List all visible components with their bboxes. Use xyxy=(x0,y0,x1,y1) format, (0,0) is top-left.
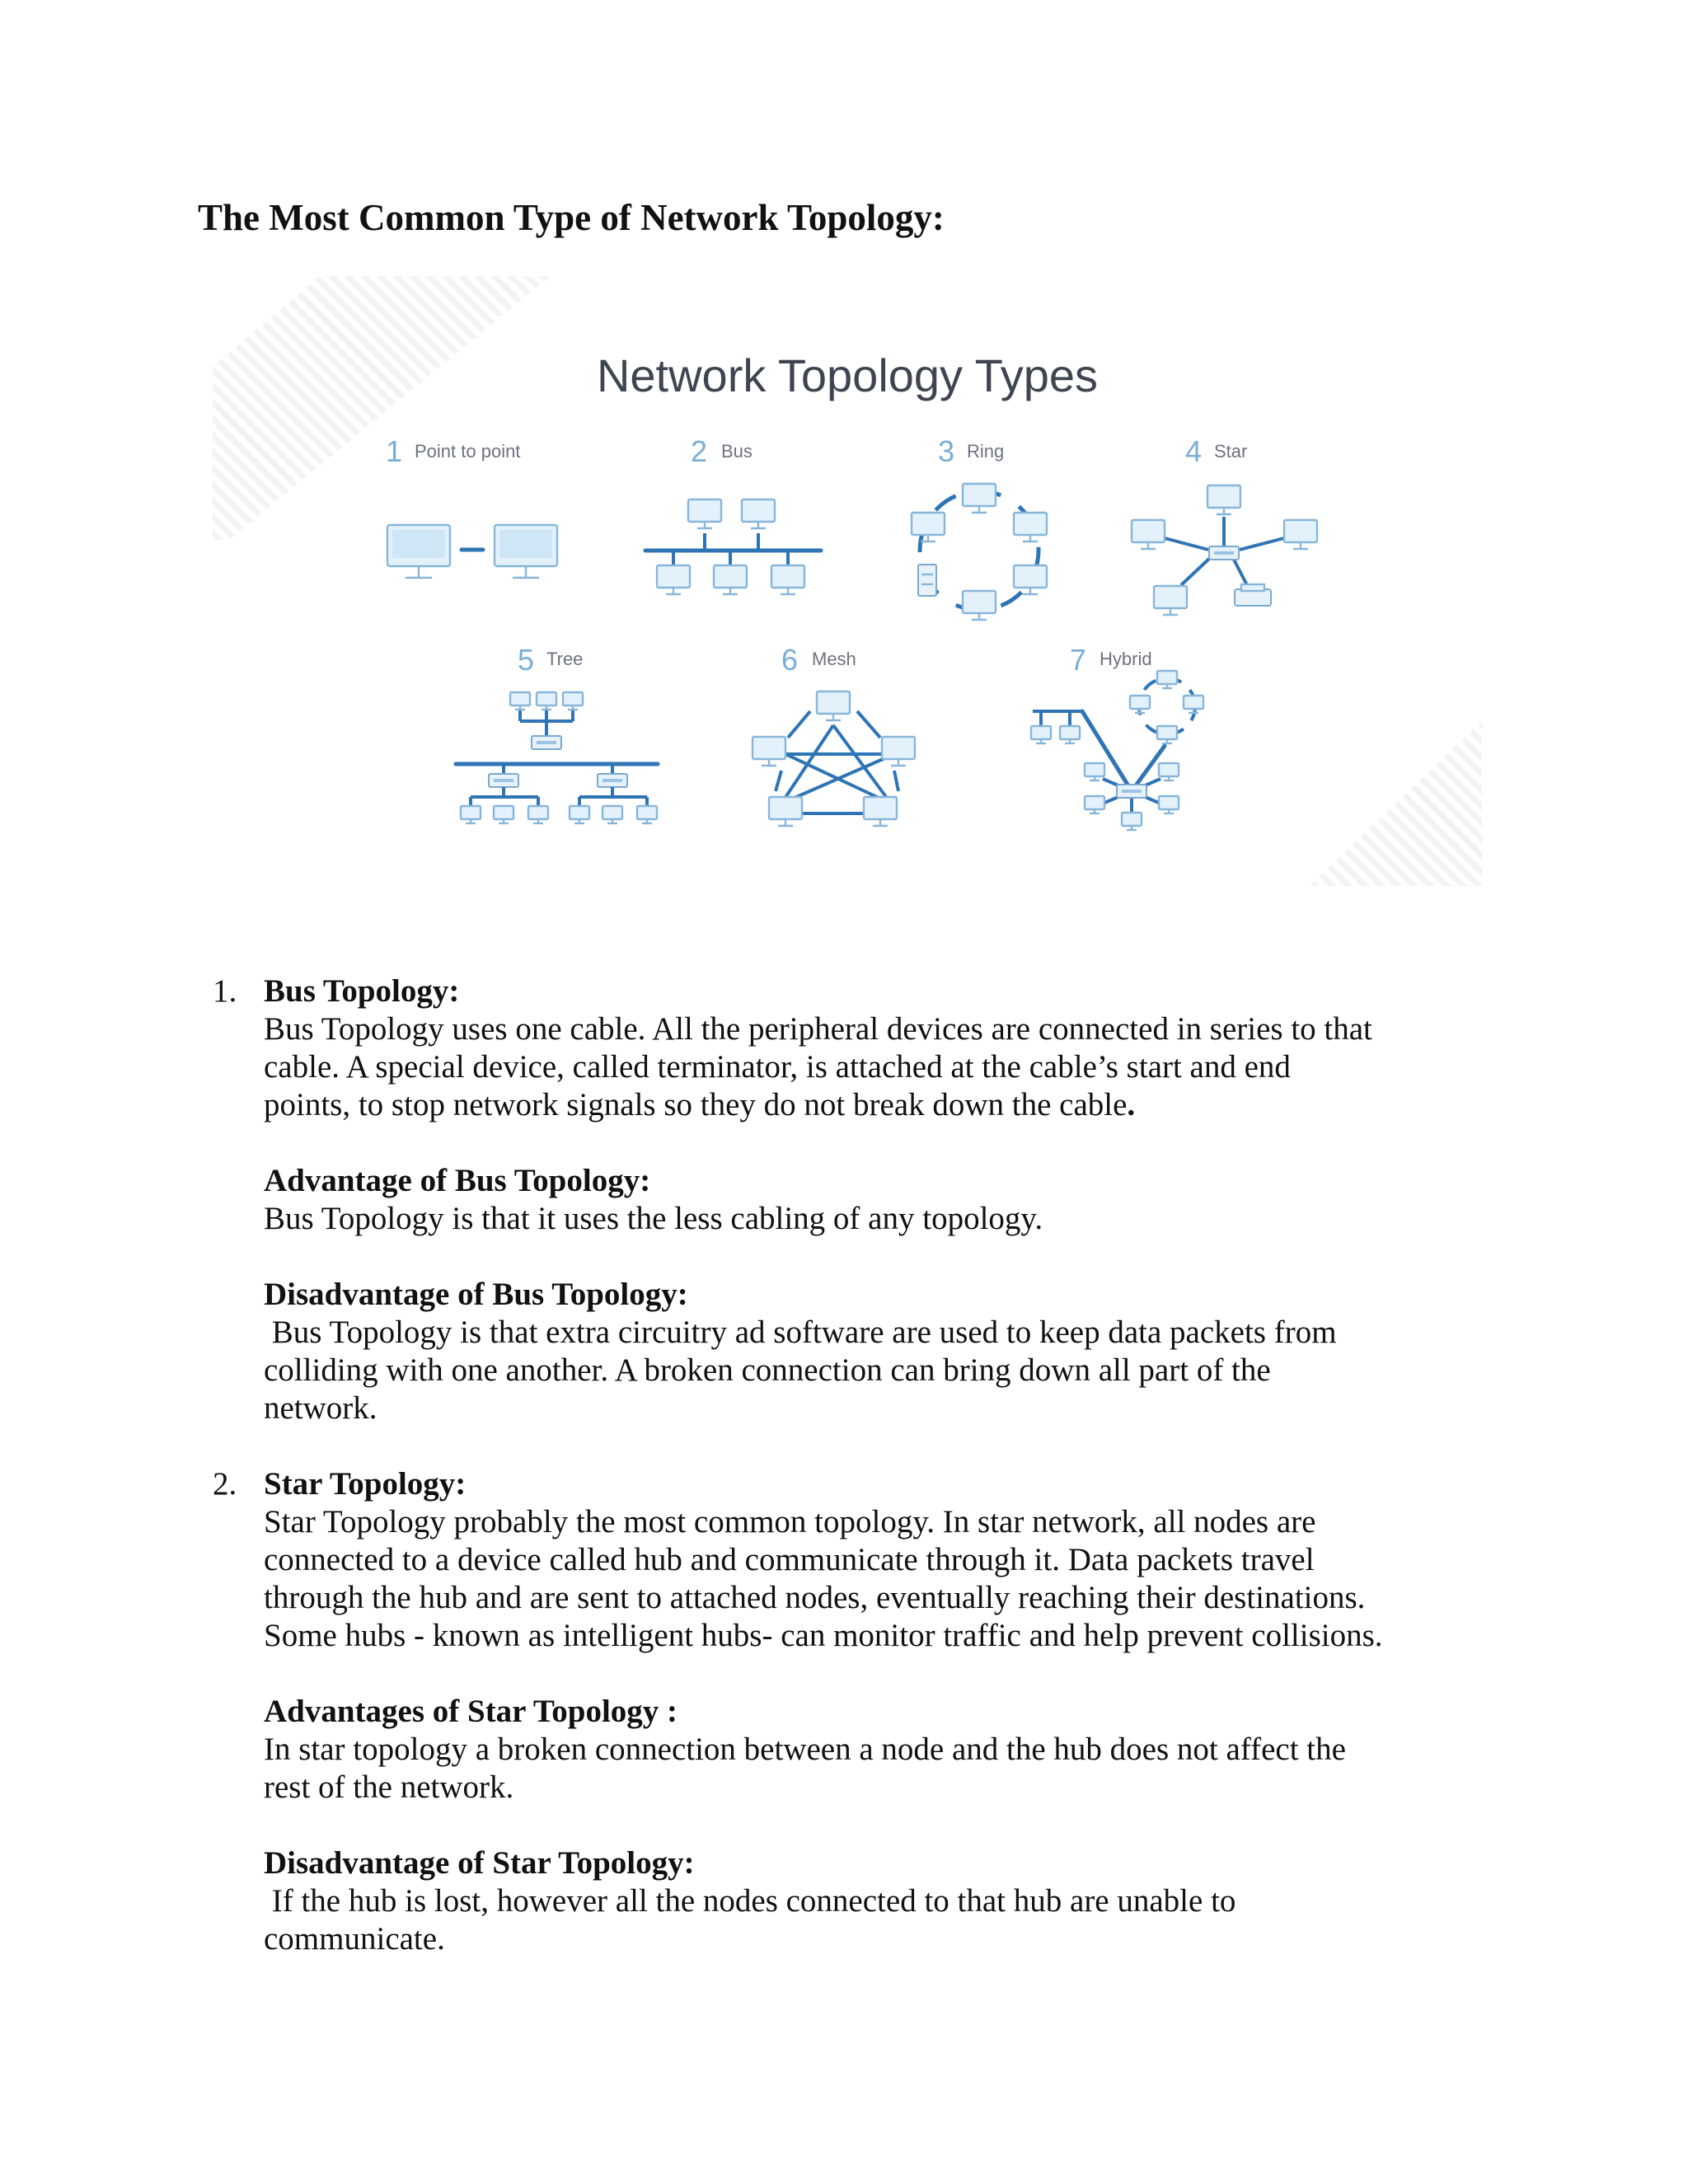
printer-icon xyxy=(1235,584,1271,606)
network-topology-figure xyxy=(213,276,1482,886)
disadvantage-line: If the hub is lost, however all the nodes connected to that hub are unable to xyxy=(264,1883,1236,1919)
document-heading: The Most Common Type of Network Topology: xyxy=(198,197,945,238)
panel-label: Bus xyxy=(721,441,753,462)
panel-number: 3 xyxy=(938,434,955,468)
list-item-star xyxy=(213,1465,1465,1958)
list-number: 1. xyxy=(213,973,237,1009)
panel-label: Star xyxy=(1214,441,1248,462)
tree-diagram xyxy=(456,692,658,823)
panel-number: 2 xyxy=(691,434,708,468)
description-line: connected to a device called hub and communicate through it. Data packets travel xyxy=(264,1542,1315,1577)
section-heading: Star Topology: xyxy=(264,1466,467,1502)
description-line: cable. A special device, called terminator, is attached at the cable’s start and end xyxy=(264,1049,1291,1085)
disadvantage-line: Bus Topology is that extra circuitry ad software are used to keep data packets from xyxy=(264,1315,1337,1350)
list-item-body xyxy=(264,1465,1465,1958)
description-line: Some hubs - known as intelligent hubs- can monitor traffic and help prevent collisions. xyxy=(264,1618,1383,1653)
panel-point-to-point xyxy=(386,434,557,578)
star-diagram xyxy=(1132,485,1317,615)
advantage-line: In star topology a broken connection between a node and the hub does not affect the xyxy=(264,1732,1346,1767)
stripe-decoration-top-left xyxy=(213,276,551,540)
disadvantage-heading: Disadvantage of Star Topology: xyxy=(264,1845,695,1881)
description-line xyxy=(264,1086,1465,1124)
panel-bus xyxy=(645,434,821,594)
list-number: 2. xyxy=(213,1466,237,1502)
hybrid-diagram xyxy=(1031,671,1203,830)
server-icon xyxy=(918,565,936,596)
description-line-text: points, to stop network signals so they do not break down the cable xyxy=(264,1087,1128,1122)
point-to-point-diagram xyxy=(387,525,557,578)
panel-number: 4 xyxy=(1185,434,1203,468)
panel-label: Mesh xyxy=(812,649,856,669)
topology-types-image xyxy=(213,276,1482,886)
description-line: through the hub and are sent to attached nodes, eventually reaching their destinations. xyxy=(264,1580,1366,1615)
panel-number: 6 xyxy=(781,643,799,677)
bus-diagram xyxy=(645,499,821,594)
panel-number: 7 xyxy=(1070,643,1087,677)
advantage-heading: Advantage of Bus Topology: xyxy=(264,1163,651,1198)
panel-label: Point to point xyxy=(415,441,521,462)
panel-number: 5 xyxy=(518,643,535,677)
description-line: Bus Topology uses one cable. All the peripheral devices are connected in series to that xyxy=(264,1011,1372,1047)
topology-list xyxy=(213,972,1465,1996)
stripe-decoration-bottom-right xyxy=(1309,721,1482,886)
list-item-body xyxy=(264,972,1465,1427)
panel-tree xyxy=(456,643,658,823)
panel-ring xyxy=(912,434,1047,620)
disadvantage-heading: Disadvantage of Bus Topology: xyxy=(264,1277,688,1312)
mesh-diagram xyxy=(753,691,915,826)
disadvantage-line: communicate. xyxy=(264,1921,445,1957)
list-item-bus xyxy=(213,972,1465,1427)
panel-label: Tree xyxy=(546,649,584,669)
ring-diagram xyxy=(912,484,1047,620)
advantage-heading: Advantages of Star Topology : xyxy=(264,1694,678,1729)
figure-title: Network Topology Types xyxy=(596,349,1099,401)
panel-mesh xyxy=(753,643,915,826)
disadvantage-line: colliding with one another. A broken connection can bring down all part of the xyxy=(264,1352,1271,1388)
description-line: Star Topology probably the most common topology. In star network, all nodes are xyxy=(264,1504,1316,1540)
section-heading: Bus Topology: xyxy=(264,973,460,1009)
disadvantage-line: network. xyxy=(264,1390,377,1426)
panel-label: Hybrid xyxy=(1100,649,1152,669)
bold-period: . xyxy=(1127,1087,1136,1122)
panel-star xyxy=(1132,434,1317,615)
panel-hybrid xyxy=(1031,643,1203,830)
panel-label: Ring xyxy=(967,441,1005,462)
advantage-line: Bus Topology is that it uses the less cabling of any topology. xyxy=(264,1201,1043,1236)
panel-number: 1 xyxy=(386,434,403,468)
advantage-line: rest of the network. xyxy=(264,1769,514,1805)
